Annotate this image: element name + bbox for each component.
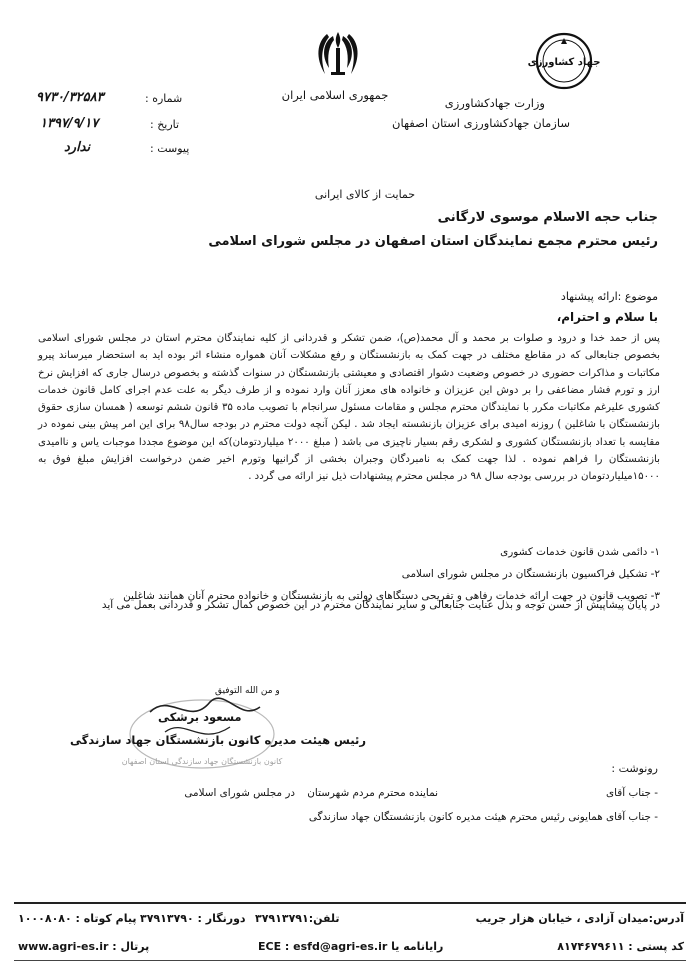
footer-postal-code: کد پستی : ۸۱۷۴۶۷۹۶۱۱ xyxy=(557,940,684,953)
cc-item-1-suffix: در مجلس شورای اسلامی xyxy=(184,787,295,799)
signatory-title: رئیس هیئت مدیره کانون بازنشستگان جهاد سازندگی xyxy=(70,733,366,747)
footer-email: رایانامه یا ECE : esfd@agri-es.ir xyxy=(258,940,444,953)
proposal-list xyxy=(38,541,660,607)
attachment-label: پیوست : xyxy=(150,142,190,155)
ministry-logo-text: جهاد کشاورزی xyxy=(527,57,601,68)
letter-date-label: تاریخ : xyxy=(150,118,180,131)
ministry-logo-icon xyxy=(527,32,601,90)
letter-number-value: ۹۷۳۰/۳۲۵۸۳ xyxy=(36,90,104,105)
proposal-item: ۱- دائمی شدن قانون خدمات کشوری xyxy=(500,546,660,558)
attachment-value: ندارد xyxy=(64,140,91,155)
signature-greeting: و من الله التوفیق xyxy=(215,686,280,696)
footer-fax: دورنگار : ۳۷۹۱۳۷۹۰ xyxy=(140,912,246,925)
letter-date-value: ۱۳۹۷/۹/۱۷ xyxy=(40,116,99,131)
iran-emblem-icon xyxy=(315,28,361,80)
footer-divider xyxy=(14,902,686,904)
footer-address: آدرس:میدان آزادی ، خیابان هزار جریب xyxy=(475,912,684,925)
closing-paragraph: در پایان پیشاپیش از حسن توجه و بذل عنایت جنابعالی و سایر نمایندگان مخترم در این خصوص کمال تشکر و قدردانی بعمل می آید xyxy=(101,599,660,611)
proposal-item: ۲- تشکیل فراکسیون بازنشستگان در مجلس شورای اسلامی xyxy=(401,568,660,580)
cc-item-1-role: نماینده محترم مردم شهرستان xyxy=(307,787,438,799)
cc-item-2: - جناب آقای همایونی رئیس محترم هیئت مدیره کانون بازنشستگان جهاد سازندگی xyxy=(308,811,658,823)
letter-number-label: شماره : xyxy=(145,92,183,105)
stamp-text: کانون بازنشستگان جهاد سازندگی استان اصفهان xyxy=(121,757,283,766)
ministry-title: وزارت جهادکشاورزی xyxy=(444,96,545,110)
footer-bottom-divider xyxy=(14,960,686,961)
signatory-name: مسعود برشکی xyxy=(158,710,242,724)
cc-item-1-prefix: - جناب آقای xyxy=(605,787,658,799)
cc-label: رونوشت : xyxy=(611,762,658,775)
footer-portal: پرتال : www.agri-es.ir xyxy=(18,940,150,953)
letter-body xyxy=(38,330,660,486)
recipient-title: رئیس محترم مجمع نمایندگان استان اصفهان در مجلس شورای اسلامی xyxy=(208,234,658,249)
organization-title: سازمان جهادکشاورزی استان اصفهان xyxy=(392,116,570,130)
greeting: با سلام و احترام، xyxy=(556,310,658,324)
footer-phone: تلفن:۳۷۹۱۳۷۹۱ xyxy=(255,912,340,925)
country-title: جمهوری اسلامی ایران xyxy=(281,88,389,102)
footer-sms: پیام کوتاه : ۱۰۰۰۸۰۸۰ xyxy=(18,912,137,925)
proposal-item: ۳- تصویب قانون در جهت ارائه خدمات رفاهی و تفریحی دستگاهای دولتی به بازنشستگان و خانواده محترم آنان همانند شاغلین xyxy=(123,590,660,602)
subject-line: موضوع :ارائه پیشنهاد xyxy=(560,290,658,303)
body-paragraph: پس از حمد خدا و درود و صلوات بر محمد و آل محمد(ص)، ضمن تشکر و قدردانی از کلیه نمایندگان محترم استان در مجلس شورای اسلامی بخصوص جنابعالی که در مقاطع مختلف در جهت کمک به بازنشستگان و رفع مشکلات آنان همواره منشاء اثر بوده اید به استحضار میرساند پیرو مکاتبات و مذاکرات حضوری در خصوص وضعیت دشوار اقتصادی و معیشتی بازنشستگان در سنوات گذشته و بخصوص درسال جاری که افزایش نرخ ارز و تورم فشار مضاعفی را بر دوش این عزیزان و خانواده های معزز آنان وارد نموده و از طرف دیگر به علت عدم اجرای کامل قانون خدمات کشوری علیرغم مکاتبات مکرر با نمایندگان محترم مجلس و مقامات مسئول سرانجام با تصویب ماده ۳۵ قانون ششم توسعه ( همسان سازی حقوق بازنشستگان با شاغلین ) روزنه امیدی برای عزیزان بازنشسته ایجاد شد . لیکن آنچه دولت محترم در بودجه سال۹۸ برای این امر پیش بینی نموده در مقایسه با تعداد بازنشستگان کشوری و لشکری رقم بسیار ناچیزی می باشد ( مبلغ ۲۰۰۰ میلیاردتومان)که این موضوع مجددا موجبات یاس و ناامیدی بازنشستگان را فراهم نموده . لذا جهت کمک به نامبردگان وجبران بخشی از گرانیها وتورم اخیر ضمن درخواست افزایش مبلغ فوق به ۱۵۰۰۰میلیاردتومان در بررسی بودجه سال ۹۸ در مجلس محترم پیشنهادات ذیل نیز ارائه می گردد . xyxy=(38,333,660,483)
slogan: حمایت از کالای ایرانی xyxy=(314,188,416,201)
recipient-name: جناب حجه الاسلام موسوی لارگانی xyxy=(437,210,658,225)
